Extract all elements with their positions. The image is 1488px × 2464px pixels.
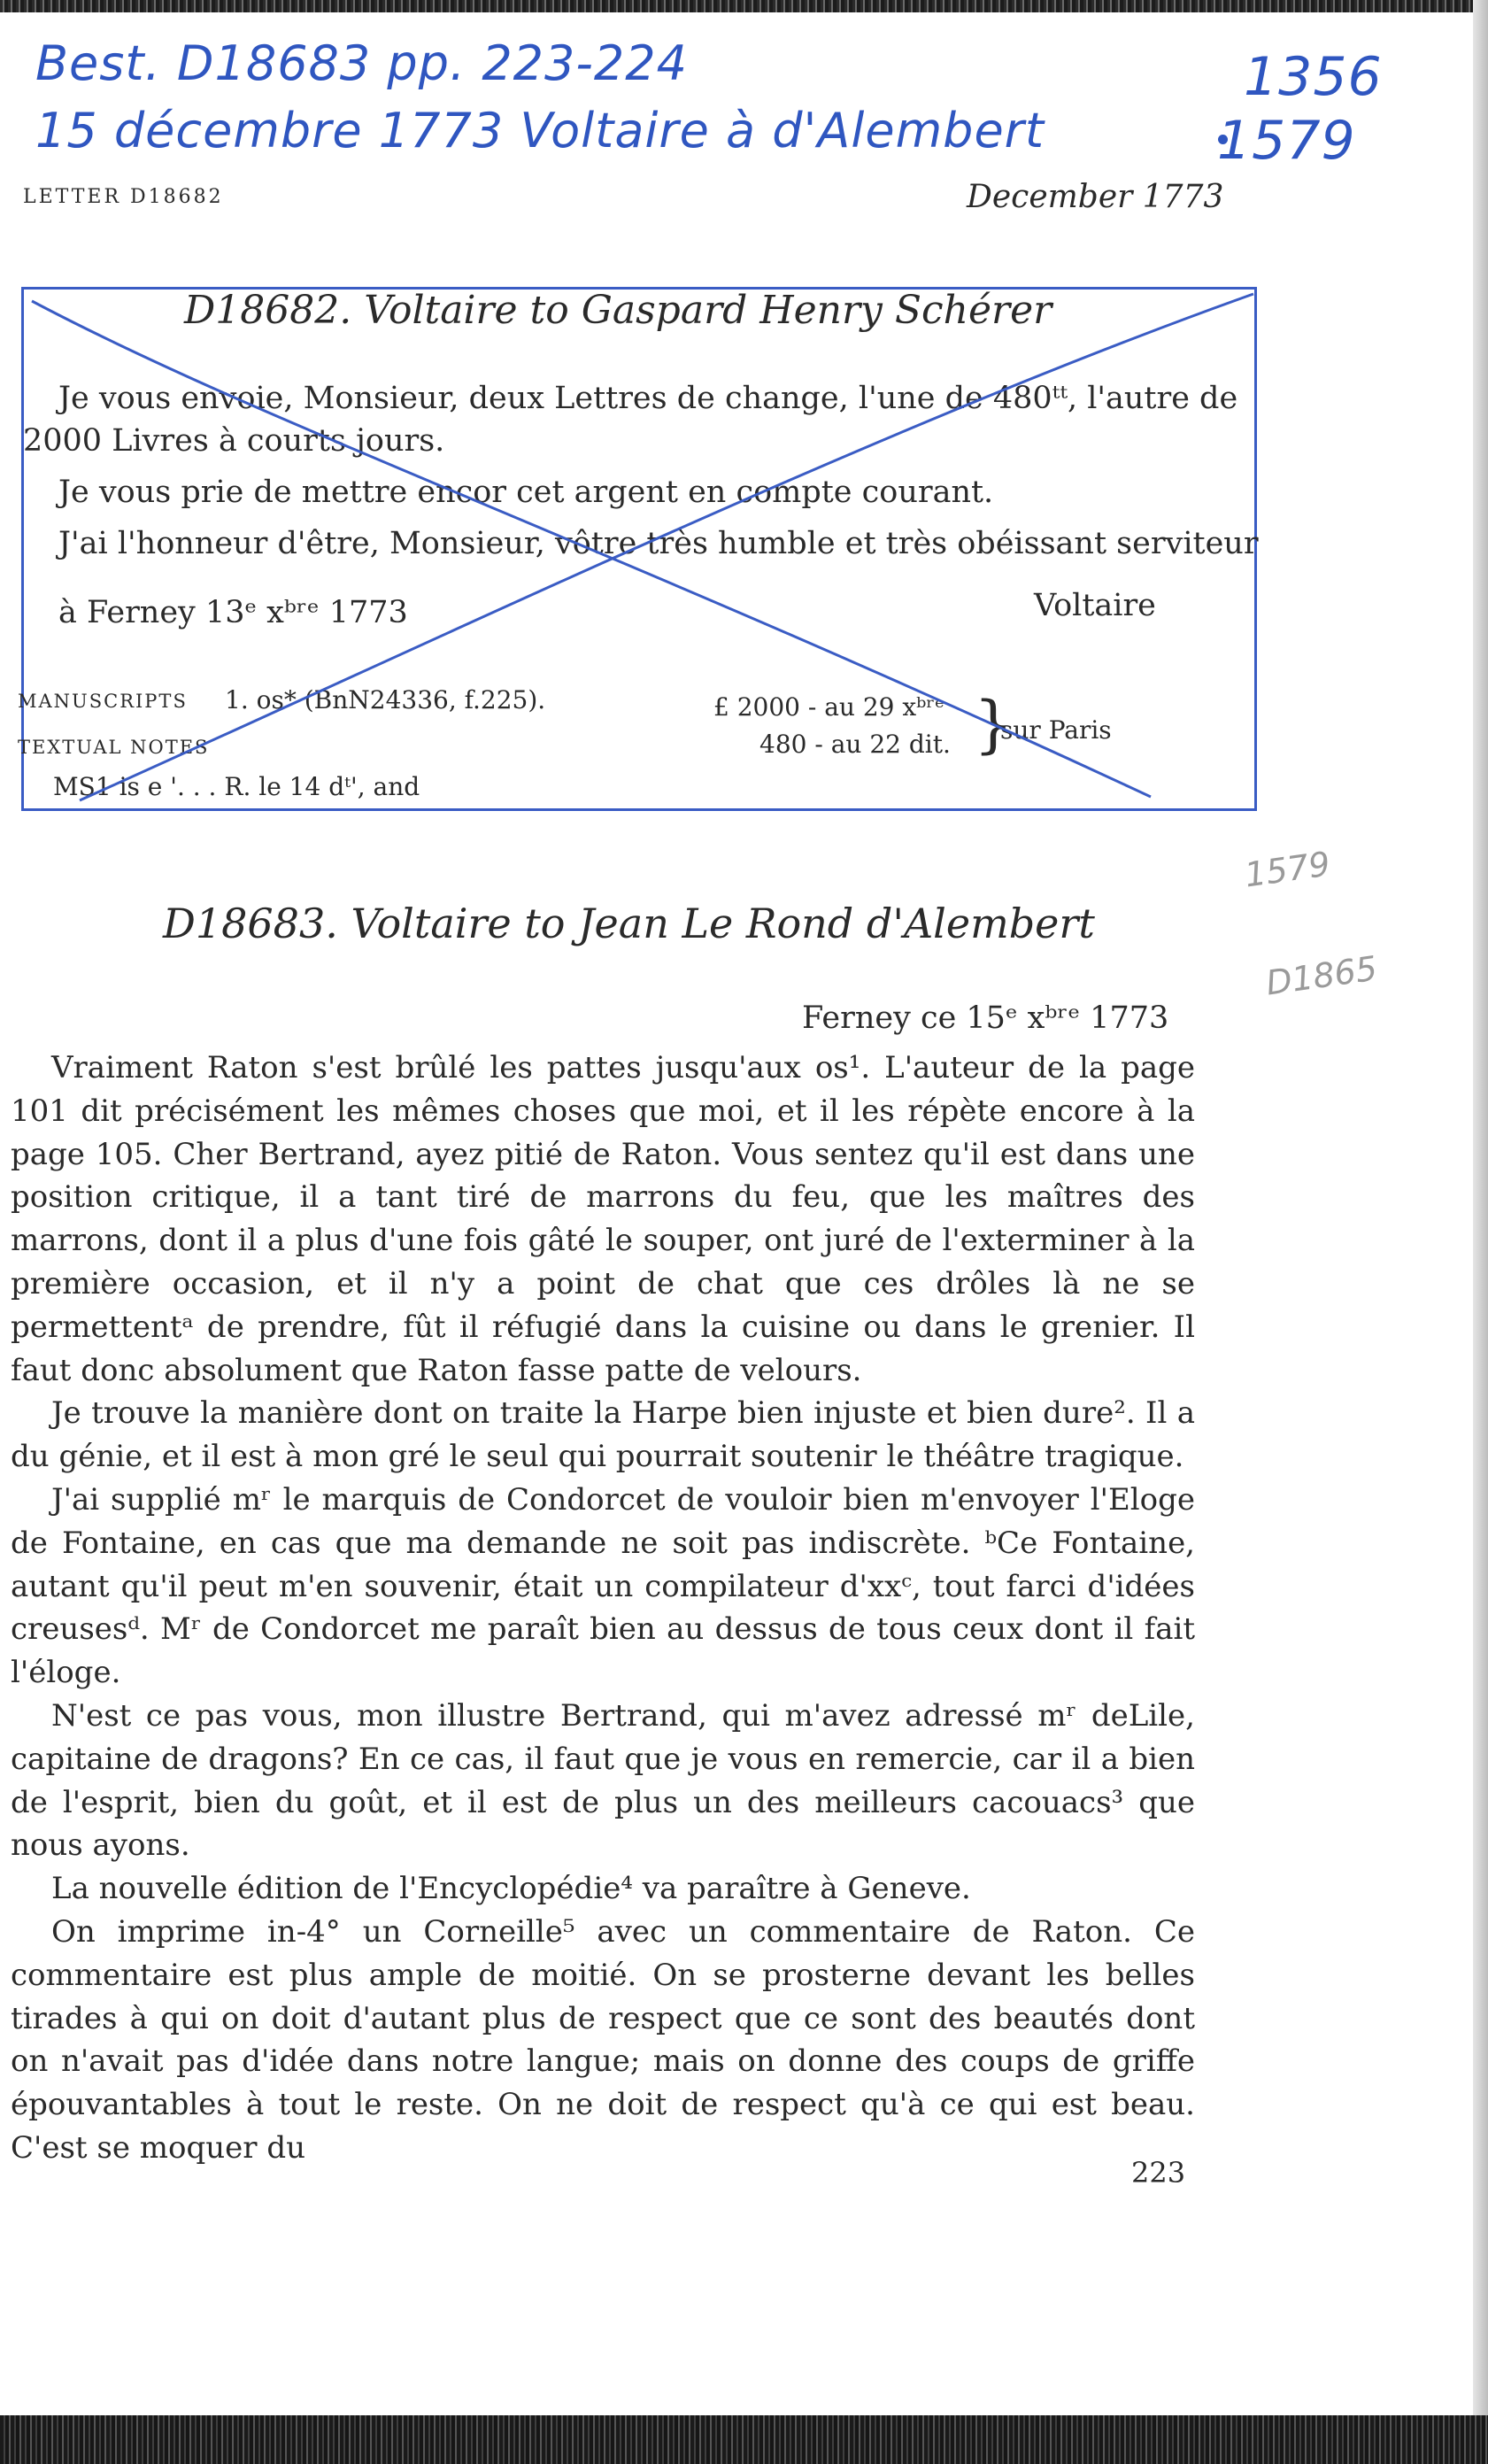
- letter1-paragraph2: Je vous prie de mettre encor cet argent en compte courant.: [58, 475, 994, 510]
- scan-edge-right: [1473, 0, 1488, 2464]
- manuscripts-label: MANUSCRIPTS: [18, 691, 188, 712]
- handwritten-number-top: 1356: [1244, 46, 1383, 108]
- letter2-paragraph: N'est ce pas vous, mon illustre Bertrand, qui m'avez adressé mʳ deLile, capitaine de dragons? En ce cas, il faut que je vous en remercie, car il a bien de l'esprit, bien du goût, et il est de plus un des meilleurs cacouacs³ que nous ayons.: [11, 1697, 1195, 1864]
- letter2-paragraph: Vraiment Raton s'est brûlé les pattes jusqu'aux os¹. L'auteur de la page 101 dit précisément les mêmes choses que moi, et il les répète encore à la page 105. Cher Bertrand, ayez pitié de Raton. Vous sentez qu'il est dans une position critique, il a tant tiré de marrons du feu, que les maîtres des marrons, dont il a plus d'une fois gâté le souper, ont juré de l'exterminer à la première occasion, et il n'y a point de chat que ces drôles là ne se permettentᵃ de prendre, fût il réfugié dans la cuisine ou dans le grenier. Il faut donc absolument que Raton fasse patte de velours.: [11, 1050, 1195, 1388]
- scan-edge-bottom: [0, 2415, 1488, 2464]
- handwritten-reference: Best. D18683 pp. 223-224: [35, 35, 688, 91]
- money-line-1: £ 2000 - au 29 xᵇʳᵉ: [713, 692, 944, 722]
- letter2-date: Ferney ce 15ᵉ xᵇʳᵉ 1773: [802, 1000, 1169, 1036]
- manuscripts-text: 1. os* (BnN24336, f.225).: [225, 685, 546, 714]
- money-line-2: 480 - au 22 dit.: [759, 730, 951, 759]
- letter2-body: [11, 1047, 1195, 2170]
- letter1-paragraph3: J'ai l'honneur d'être, Monsieur, vôtre très humble et très obéissant serviteur: [58, 526, 1259, 561]
- page-number: 223: [1131, 2156, 1186, 2190]
- letter1-paragraph1-line1: Je vous envoie, Monsieur, deux Lettres de change, l'une de 480ᵗᵗ, l'autre de: [58, 381, 1238, 416]
- letter1-paragraph1-line2: 2000 Livres à courts jours.: [23, 423, 445, 459]
- letter2-title: D18683. Voltaire to Jean Le Rond d'Alembert: [163, 900, 1095, 947]
- letter1-place-date: à Ferney 13ᵉ xᵇʳᵉ 1773: [58, 595, 408, 630]
- running-header-right: December 1773: [967, 179, 1224, 215]
- faint-pencil-number: 1579: [1242, 844, 1333, 895]
- handwritten-date-note: 15 décembre 1773 Voltaire à d'Alembert: [35, 103, 1045, 158]
- letter1-signature: Voltaire: [1034, 588, 1156, 623]
- textual-notes-text: MS1 is e '. . . R. le 14 dᵗ', and: [53, 772, 420, 801]
- handwritten-number-bottom: 1579: [1217, 110, 1356, 172]
- letter2-paragraph: On imprime in-4° un Corneille⁵ avec un commentaire de Raton. Ce commentaire est plus ample de moitié. On se prosterne devant les belles tirades à qui on doit d'autant plus de respect que ce sont des beautés dont on n'avait pas d'idée dans notre langue; mais on donne des coups de griffe épouvantables à tout le reste. On ne doit de respect qu'à ce qui est beau. C'est se moquer du: [11, 1913, 1195, 2166]
- textual-notes-label: TEXTUAL NOTES: [18, 737, 210, 758]
- money-brace: }: [974, 688, 1014, 761]
- letter2-paragraph: J'ai supplié mʳ le marquis de Condorcet de vouloir bien m'envoyer l'Eloge de Fontaine, en cas que ma demande ne soit pas indiscrète. ᵇCe Fontaine, autant qu'il peut m'en souvenir, était un compilateur d'xxᶜ, tout farci d'idées creusesᵈ. Mʳ de Condorcet me paraît bien au dessus de tous ceux dont il fait l'éloge.: [11, 1481, 1195, 1691]
- running-header-left: LETTER D18682: [23, 186, 224, 208]
- letter2-paragraph: Je trouve la manière dont on traite la Harpe bien injuste et bien dure². Il a du génie, et il est à mon gré le seul qui pourrait soutenir le théâtre tragique.: [11, 1395, 1195, 1475]
- letter1-title: D18682. Voltaire to Gaspard Henry Schérer: [184, 288, 1052, 333]
- faint-pencil-code: D1865: [1263, 948, 1380, 1003]
- money-destination: sur Paris: [1000, 715, 1112, 745]
- scan-edge-top: [0, 0, 1488, 12]
- letter2-paragraph: La nouvelle édition de l'Encyclopédie⁴ va paraître à Geneve.: [51, 1871, 971, 1907]
